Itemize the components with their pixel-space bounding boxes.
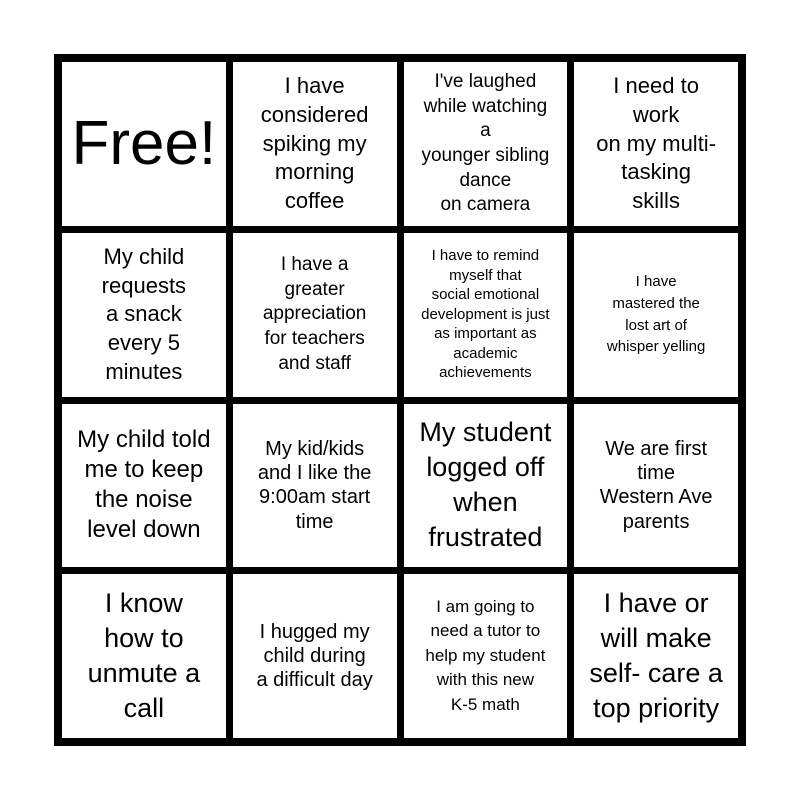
- bingo-cell[interactable]: [404, 233, 568, 397]
- cell-text: I have mastered the lost art of whisper yelling: [606, 273, 706, 356]
- bingo-cell[interactable]: [62, 574, 226, 738]
- cell-text: I know how to unmute a call: [87, 587, 201, 724]
- bingo-cell[interactable]: [574, 574, 738, 738]
- bingo-cell[interactable]: [233, 62, 397, 226]
- bingo-cell[interactable]: [233, 233, 397, 397]
- cell-text: I hugged my child during a difficult day: [256, 620, 373, 692]
- cell-text: I have to remind myself that social emotional development is just as important as academic achievements: [421, 247, 550, 382]
- cell-text: My kid/kids and I like the 9:00am start time: [257, 437, 372, 533]
- bingo-cell[interactable]: [574, 62, 738, 226]
- cell-text: I've laughed while watching a younger sibling dance on camera: [421, 70, 550, 216]
- cell-text: I have a greater appreciation for teachers and staff: [262, 253, 367, 374]
- cell-text: My student logged off when frustrated: [419, 417, 552, 553]
- bingo-cell[interactable]: [574, 404, 738, 568]
- bingo-cell[interactable]: [404, 574, 568, 738]
- bingo-cell[interactable]: [62, 404, 226, 568]
- bingo-cell[interactable]: [62, 233, 226, 397]
- cell-text: Free!: [71, 108, 217, 178]
- cell-text: We are first time Western Ave parents: [599, 437, 713, 533]
- cell-text: My child requests a snack every 5 minutes: [101, 244, 187, 384]
- cell-text: I am going to need a tutor to help my student with this new K-5 math: [425, 596, 546, 715]
- bingo-cell[interactable]: [404, 404, 568, 568]
- bingo-cell-free[interactable]: [62, 62, 226, 226]
- cell-text: I need to work on my multi- tasking skills: [596, 73, 717, 213]
- bingo-board: [54, 54, 746, 746]
- cell-text: My child told me to keep the noise level down: [77, 426, 211, 544]
- bingo-cell[interactable]: [233, 404, 397, 568]
- bingo-cell[interactable]: [233, 574, 397, 738]
- cell-text: I have considered spiking my morning coffee: [260, 73, 369, 213]
- cell-text: I have or will make self- care a top priority: [589, 587, 723, 724]
- bingo-cell[interactable]: [404, 62, 568, 226]
- bingo-cell[interactable]: [574, 233, 738, 397]
